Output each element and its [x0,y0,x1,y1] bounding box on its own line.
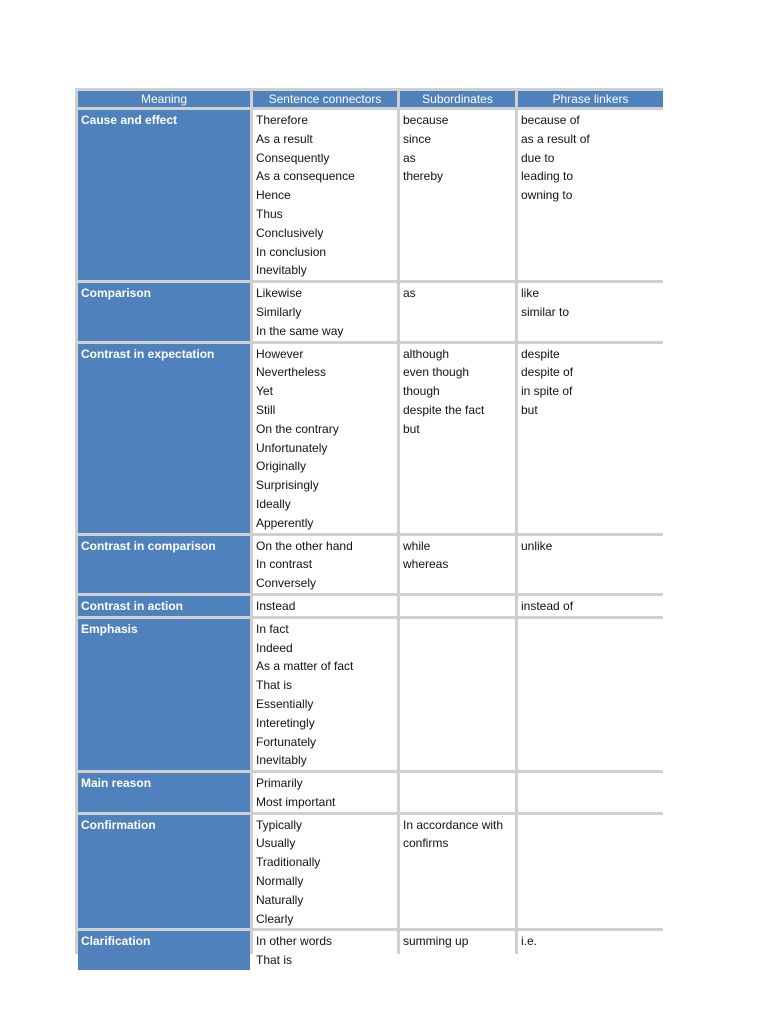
subordinate: despite the fact [403,402,485,417]
sentence-connector: However [256,346,304,361]
header-phrase-linkers: Phrase linkers [518,91,663,107]
sentence-connectors-cell [253,596,397,616]
phrase-linker: despite [521,346,560,361]
sentence-connector: Still [256,402,276,417]
sentence-connectors-cell [253,110,397,280]
sentence-connectors-cell [253,773,397,812]
header-row [78,91,663,107]
subordinate: even though [403,365,470,380]
sentence-connector: Primarily [256,776,303,791]
table-row [78,536,663,593]
phrase-linker: leading to [521,169,574,184]
sentence-connector: Likewise [256,286,303,301]
meaning-cell: Comparison [78,283,250,340]
subordinate: while [403,538,431,553]
sentence-connector: Consequently [256,150,330,165]
phrase-linker: i.e. [521,934,538,949]
subordinate: as [403,150,416,165]
table-row [78,596,663,616]
meaning-cell: Contrast in expectation [78,344,250,533]
sentence-connector: Ideally [256,496,291,511]
table-row [78,773,663,812]
phrase-linker: owning to [521,188,573,203]
subordinate: though [403,384,440,399]
sentence-connector: On the other hand [256,538,353,553]
sentence-connector: Essentially [256,696,314,711]
phrase-linkers-cell [518,619,663,770]
subordinate: In accordance with [403,817,504,832]
sentence-connector: Inevitably [256,753,307,768]
subordinates-cell [400,536,515,593]
subordinates-cell [400,931,515,970]
subordinate: whereas [403,557,449,572]
sentence-connectors-cell [253,931,397,970]
subordinates-cell [400,815,515,929]
sentence-connectors-cell [253,344,397,533]
sentence-connector: Therefore [256,113,309,127]
phrase-linkers-cell [518,596,663,616]
sentence-connector: That is [256,953,293,968]
sentence-connector: Unfortunately [256,440,328,455]
sentence-connector: In fact [256,621,289,636]
sentence-connector: On the contrary [256,421,339,436]
sentence-connector: Similarly [256,304,302,319]
sentence-connector: As a consequence [256,169,355,184]
sentence-connectors-cell [253,815,397,929]
sentence-connector: Surprisingly [256,478,319,493]
meaning-cell: Contrast in comparison [78,536,250,593]
phrase-linker: as a result of [521,131,590,146]
subordinate: thereby [403,169,444,184]
table-body [78,110,663,970]
phrase-linkers-cell [518,773,663,812]
sentence-connector: Conversely [256,576,317,591]
linkers-table-container [75,88,663,968]
sentence-connector: Hence [256,188,291,203]
linkers-table [75,88,666,973]
sentence-connector: In other words [256,934,333,949]
sentence-connector: Clearly [256,911,294,926]
subordinate: because [403,113,449,127]
sentence-connector: Conclusively [256,225,324,240]
sentence-connector: Apperently [256,515,314,530]
sentence-connector: In conclusion [256,244,327,259]
sentence-connector: Traditionally [256,855,321,870]
table-row [78,283,663,340]
phrase-linker: because of [521,113,580,127]
sentence-connector: Interetingly [256,715,315,730]
sentence-connectors-cell [253,619,397,770]
table-row [78,619,663,770]
sentence-connector: Nevertheless [256,365,327,380]
sentence-connector: In contrast [256,557,313,572]
header-meaning: Meaning [78,91,250,107]
sentence-connector: As a result [256,131,313,146]
table-row [78,815,663,929]
subordinate: confirms [403,836,449,851]
meaning-cell: Contrast in action [78,596,250,616]
sentence-connector: In the same way [256,323,344,338]
subordinates-cell [400,344,515,533]
phrase-linker: instead of [521,598,574,613]
sentence-connector: As a matter of fact [256,659,354,674]
meaning-cell: Cause and effect [78,110,250,280]
table-row [78,344,663,533]
meaning-cell: Confirmation [78,815,250,929]
sentence-connector: Thus [256,206,283,221]
sentence-connector: Yet [256,384,273,399]
subordinate: but [403,421,420,436]
sentence-connector: Instead [256,598,296,613]
phrase-linker: unlike [521,538,553,553]
subordinate: since [403,131,432,146]
sentence-connectors-cell [253,283,397,340]
header-sentence-connectors: Sentence connectors [253,91,397,107]
phrase-linkers-cell [518,283,663,340]
subordinate: although [403,346,450,361]
phrase-linkers-cell [518,110,663,280]
phrase-linker: in spite of [521,384,573,399]
sentence-connector: Indeed [256,640,293,655]
phrase-linker: but [521,402,538,417]
phrase-linkers-cell [518,536,663,593]
sentence-connector: Inevitably [256,263,307,278]
sentence-connector: Originally [256,459,307,474]
subordinates-cell [400,619,515,770]
meaning-cell: Main reason [78,773,250,812]
phrase-linker: like [521,286,540,301]
sentence-connector: That is [256,678,293,693]
table-row [78,931,663,970]
table-row [78,110,663,280]
header-subordinates: Subordinates [400,91,515,107]
phrase-linker: due to [521,150,555,165]
phrase-linkers-cell [518,931,663,970]
subordinates-cell [400,773,515,812]
meaning-cell: Clarification [78,931,250,970]
sentence-connector: Most important [256,794,336,809]
subordinate: as [403,286,416,301]
sentence-connector: Usually [256,836,296,851]
phrase-linker: despite of [521,365,574,380]
phrase-linker: similar to [521,304,570,319]
subordinates-cell [400,596,515,616]
meaning-cell: Emphasis [78,619,250,770]
sentence-connector: Normally [256,874,304,889]
sentence-connector: Fortunately [256,734,317,749]
phrase-linkers-cell [518,344,663,533]
sentence-connectors-cell [253,536,397,593]
phrase-linkers-cell [518,815,663,929]
subordinates-cell [400,283,515,340]
subordinate: summing up [403,934,469,949]
sentence-connector: Naturally [256,892,304,907]
subordinates-cell [400,110,515,280]
sentence-connector: Typically [256,817,303,832]
